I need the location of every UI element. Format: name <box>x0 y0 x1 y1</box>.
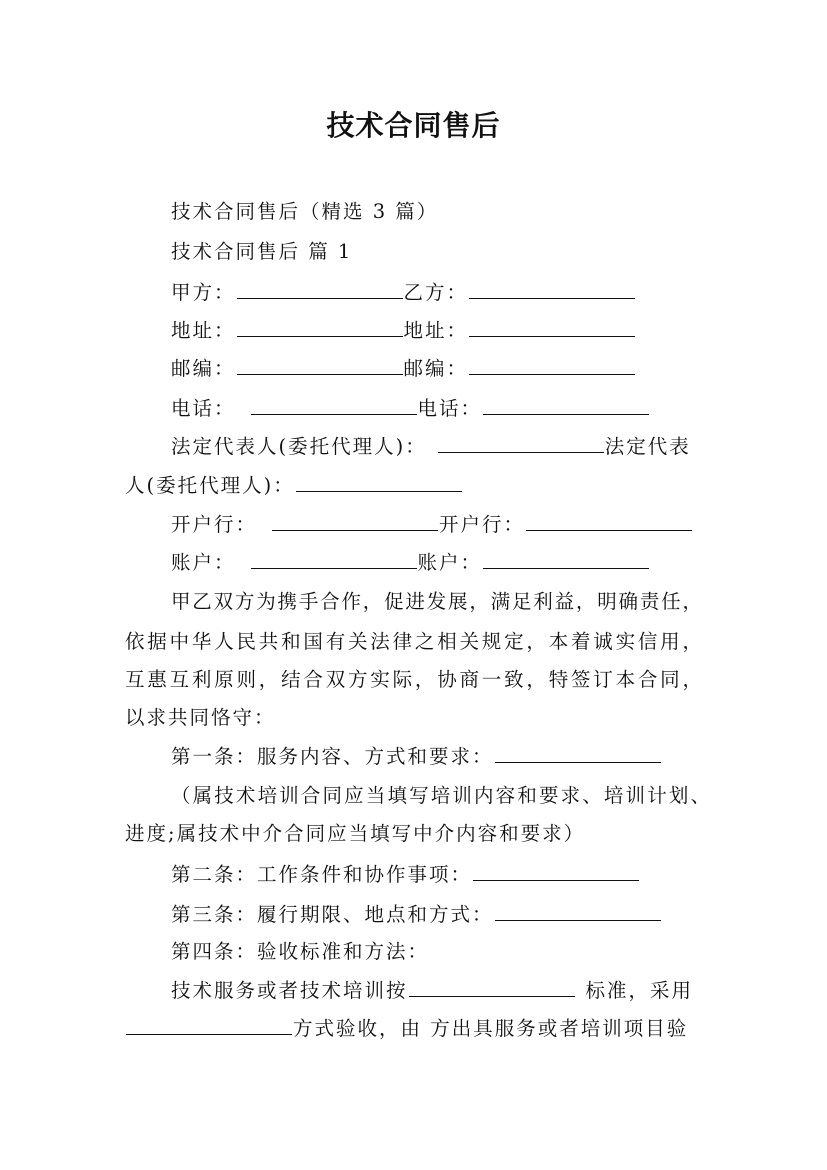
article-1-blank <box>495 744 661 763</box>
bank-b-label: 开户行： <box>439 513 526 536</box>
legal-rep-a-label: 法定代表人(委托代理人)： <box>171 435 427 458</box>
article-1-line <box>171 744 662 769</box>
party-a-blank <box>237 280 403 299</box>
phone-line <box>171 396 650 421</box>
preamble-line-1: 甲乙双方为携手合作，促进发展，满足利益，明确责任， <box>171 590 703 613</box>
legal-rep-continued-line <box>125 473 463 498</box>
account-a-blank <box>251 550 417 569</box>
bank-b-blank <box>526 512 692 531</box>
postcode-b-blank <box>469 356 635 375</box>
legal-rep-b-label-continued: 人(委托代理人)： <box>125 474 295 497</box>
phone-b-label: 电话： <box>417 397 483 420</box>
bank-line <box>171 512 693 537</box>
acceptance-standard-blank <box>409 978 575 997</box>
party-b-blank <box>469 280 635 299</box>
article-3-text: 第三条：履行期限、地点和方式： <box>171 903 494 926</box>
article-1-text: 第一条：服务内容、方式和要求： <box>171 745 494 768</box>
postcode-line <box>171 356 636 381</box>
subtitle-line <box>171 200 438 224</box>
preamble-line-2: 依据中华人民共和国有关法律之相关规定，本着诚实信用， <box>125 630 703 653</box>
address-b-blank <box>469 318 635 337</box>
address-b-label: 地址： <box>403 319 469 342</box>
document-title: 技术合同售后 <box>326 109 501 142</box>
postcode-a-blank <box>237 356 403 375</box>
section-heading <box>171 240 352 264</box>
acceptance-text-1b: 标准，采用 <box>585 979 694 1002</box>
article-2-line <box>171 862 640 887</box>
account-a-label: 账户： <box>171 551 236 574</box>
article-4-line <box>171 940 429 964</box>
subtitle-text: 技术合同售后（精选 3 篇） <box>171 200 439 223</box>
account-line <box>171 550 650 575</box>
legal-rep-a-blank <box>438 434 604 453</box>
postcode-a-label: 邮编： <box>171 357 236 380</box>
legal-rep-b-blank <box>296 473 462 492</box>
acceptance-line-2 <box>125 1016 688 1041</box>
legal-rep-b-label: 法定代表 <box>604 435 691 458</box>
bank-a-blank <box>272 512 438 531</box>
legal-rep-line <box>171 434 691 459</box>
phone-a-blank <box>251 396 417 415</box>
account-b-blank <box>483 550 649 569</box>
section-heading-text: 技术合同售后 篇 1 <box>171 240 353 263</box>
address-a-blank <box>237 318 403 337</box>
address-a-label: 地址： <box>171 319 236 342</box>
acceptance-text-2: 方式验收，由 方出具服务或者培训项目验 <box>293 1017 689 1040</box>
phone-a-label: 电话： <box>171 397 236 420</box>
acceptance-line-1 <box>171 978 693 1003</box>
party-a-label: 甲方： <box>171 281 236 304</box>
preamble-line-3: 互惠互利原则，结合双方实际，协商一致，特签订本合同， <box>125 668 703 691</box>
party-line <box>171 280 636 305</box>
article-1-note-line-2: 进度;属技术中介合同应当填写中介内容和要求） <box>125 822 586 845</box>
bank-a-label: 开户行： <box>171 513 258 536</box>
article-2-text: 第二条：工作条件和协作事项： <box>171 863 473 886</box>
acceptance-text-1a: 技术服务或者技术培训按 <box>171 979 408 1002</box>
article-3-line <box>171 902 662 927</box>
article-3-blank <box>495 902 661 921</box>
phone-b-blank <box>483 396 649 415</box>
postcode-b-label: 邮编： <box>403 357 469 380</box>
article-4-text: 第四条：验收标准和方法： <box>171 940 430 963</box>
article-2-blank <box>473 862 639 881</box>
preamble-line-4: 以求共同恪守： <box>125 706 276 729</box>
article-1-note-line-1: （属技术培训合同应当填写培训内容和要求、培训计划、 <box>171 784 711 807</box>
address-line <box>171 318 636 343</box>
acceptance-method-blank <box>126 1016 292 1035</box>
account-b-label: 账户： <box>417 551 483 574</box>
party-b-label: 乙方： <box>403 281 469 304</box>
